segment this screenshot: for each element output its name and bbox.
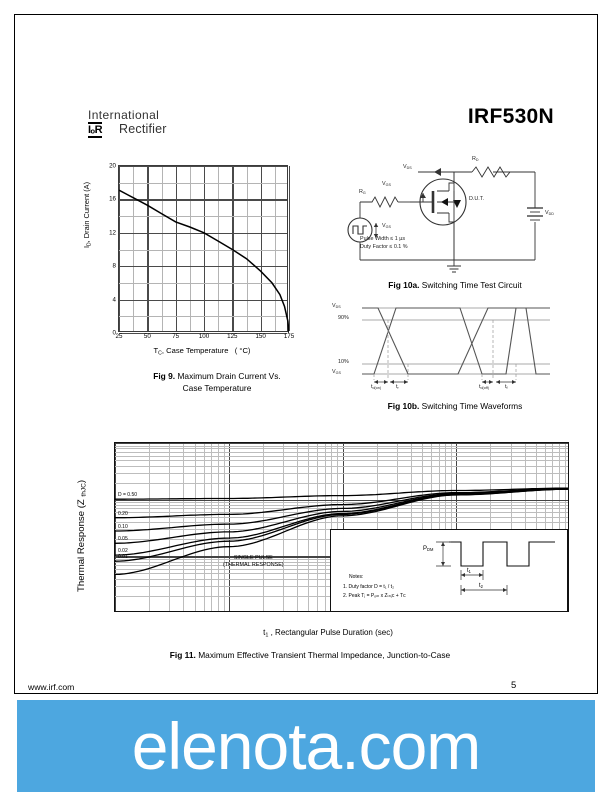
fig10a-caption-text: Switching Time Test Circuit [421,280,522,290]
fig9-caption-line1: Maximum Drain Current Vs. [177,371,281,381]
fig11-pulse-inset [331,530,567,612]
fig9-caption-line2: Case Temperature [182,383,252,393]
logo-ior-mark: IₒR [88,124,103,136]
fig9-y-tick-label: 20 [109,162,116,170]
fig11-plot-area [114,442,569,612]
footer-url[interactable]: www.irf.com [28,682,75,692]
fig10a-label-vds: $V_{DS}$ [403,164,412,170]
fig9-x-tick-label: 25 [115,333,123,340]
fig11-duty-factor-label: 0.05 [118,536,128,543]
fig9-plot-area [109,162,295,340]
fig9-x-tick-label: 100 [198,333,210,340]
fig10a-note-pulse-width: Pulse Width ≤ 1 µs [360,236,406,242]
fig11-inset-label-t1: $t_1$ [467,568,471,575]
fig9-curve [119,166,289,333]
fig11-caption-text: Maximum Effective Transient Thermal Impedance, Junction-to-Case [198,650,451,660]
fig10a-label-dut: D.U.T. [469,196,484,202]
fig11-caption-label: Fig 11. [169,650,196,660]
company-logo [88,108,238,142]
fig9-x-tick-label: 75 [172,333,180,340]
fig10b-label-vgs: $V_{GS}$ [332,369,341,375]
fig10a-label-rg: $R_G$ [359,189,366,195]
fig11-annotation-line2: (THERMAL RESPONSE) [223,562,284,568]
fig11-caption [70,650,550,660]
fig10a-circuit-diagram [330,150,580,278]
fig9-x-tick-label: 150 [255,333,266,340]
fig10a-label-vgs-probe: $V_{GS}$ [382,181,391,187]
fig10a-label-vdd: $V_{DD}$ [545,210,554,216]
fig10a-label-vgs-source: $V_{GS}$ [382,223,391,229]
fig11-notes-title: Notes: [349,574,364,580]
fig11-duty-factor-label: 0.02 [118,548,128,555]
fig11-duty-factor-label: 0.10 [118,523,128,530]
fig9-caption [112,370,322,394]
fig11-notes-box [330,529,568,612]
fig11-duty-factor-label: D = 0.50 [118,492,138,499]
fig10a-caption [330,280,580,290]
figure-11 [70,432,550,662]
fig9-caption-label: Fig 9. [153,371,176,381]
fig9-gridline-vertical [289,166,290,331]
fig9-x-axis-title: $T_C$, Case Temperature ( °C) [153,346,251,357]
fig11-note-1: 1. Duty factor D = t₁ / t₂ [343,584,395,590]
fig10a-note-duty-factor: Duty Factor ≤ 0.1 % [360,244,408,250]
fig9-y-tick-label: 8 [112,262,116,270]
figure-10b [330,296,580,418]
page-title: IRF530N [467,105,554,128]
fig9-y-tick-label: 0 [112,329,116,337]
fig10b-label-10-percent: 10% [338,359,349,365]
fig11-inset-label-pdm: $P_{DM}$ [423,546,434,553]
fig9-y-tick-label: 4 [112,296,116,304]
fig9-y-tick-label: 12 [109,229,116,237]
fig11-single-pulse-annotation [223,555,284,569]
fig10a-caption-label: Fig 10a. [388,280,420,290]
fig11-duty-factor-label: 0.01 [118,554,128,561]
fig10b-label-td-on: $t_{d(on)}$ [371,384,382,390]
figure-9 [84,158,324,406]
fig10b-label-vds: $V_{DS}$ [332,303,341,309]
fig11-inset-label-t2: $t_2$ [479,583,483,590]
fig10b-label-90-percent: 90% [338,315,349,321]
fig11-note-2: 2. Peak Tⱼ = Pₒₘ x Zₜₕⱼᴄ + Tᴄ [343,593,406,599]
fig10a-label-rd: $R_D$ [472,156,479,162]
watermark-text: elenota.com [131,709,481,783]
fig11-annotation-line1: SINGLE PULSE [233,555,273,561]
fig10b-label-td-off: $t_{d(off)}$ [479,384,489,390]
fig10b-label-tf: $t_f$ [505,384,508,390]
fig9-y-axis-title: $I_D$, Drain Current (A) [82,181,93,248]
page-number: 5 [511,679,517,690]
logo-line-rectifier: Rectifier [119,122,167,136]
figure-10a [330,150,580,298]
fig9-y-tick-label: 16 [109,195,116,203]
fig11-duty-factor-label: 0.20 [118,510,128,517]
fig11-y-axis-title: Thermal Response (Z $_{thJC}$) [76,479,88,592]
fig9-x-tick-label: 125 [227,333,238,340]
fig10b-caption-text: Switching Time Waveforms [421,401,523,411]
fig10b-label-tr: $t_r$ [396,384,399,390]
fig10b-waveform-diagram [330,296,580,396]
fig11-x-axis-title: $t_1$ , Rectangular Pulse Duration (sec) [263,628,393,639]
fig9-x-tick-label: 50 [143,333,151,340]
logo-line-international: International [88,108,160,122]
watermark-banner [17,700,595,792]
fig10b-caption [330,401,580,411]
fig9-x-tick-label: 175 [283,333,295,340]
fig10b-caption-label: Fig 10b. [387,401,420,411]
